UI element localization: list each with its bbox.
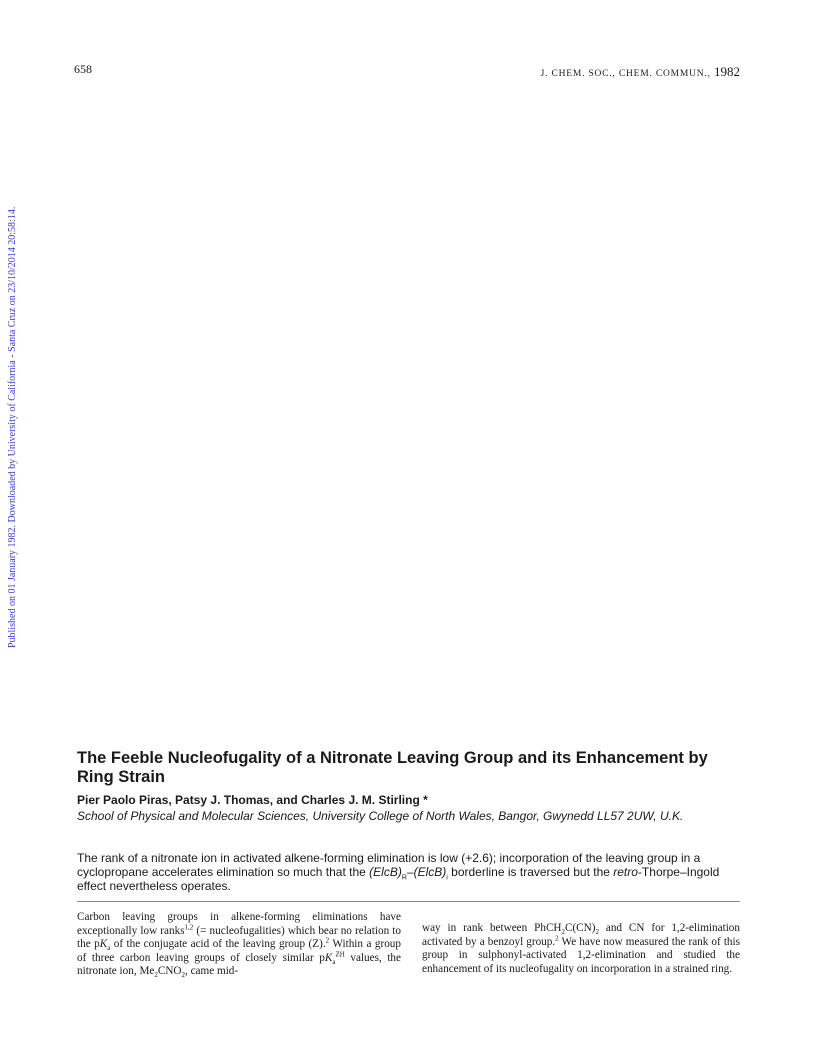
body-column-left: Carbon leaving groups in alkene-forming eliminations have exceptionally low ranks$^{1,2}$ (= nucleofugalities) which bear no relation to the $pK_a$ of the conjugate acid of the leaving group (Z).$^2$ Within a group of three carbon leaving groups of closely similar $pK_a^{ZH}$ values, the nitronate ion, $Me_2CNO_2$, came mid- — [77, 911, 401, 980]
journal-name: J. CHEM. SOC., CHEM. COMMUN., — [540, 69, 711, 79]
abstract-text-1: The rank of a nitronate ion in activated alkene-forming elimination is low (+2.6); incorporation of the leaving group in a cyclopropane accelerates elimination so much that the — [77, 851, 701, 879]
journal-year: 1982 — [714, 64, 740, 79]
abstract-text-2: borderline is traversed but the — [447, 865, 614, 879]
page-number: 658 — [74, 62, 92, 76]
subscript-r: R — [401, 874, 407, 882]
article-title: The Feeble Nucleofugality of a Nitronate Leaving Group and its Enhancement by Ring Strain — [77, 749, 708, 786]
elcb-r: (ElcB) — [369, 865, 402, 879]
dash: – — [406, 865, 414, 879]
subscript-i: i — [446, 874, 448, 882]
affiliation: School of Physical and Molecular Sciences, University College of North Wales, Bangor, Gwynedd LL57 2UW, U.K. — [77, 809, 684, 823]
citation-1-2[interactable]: 1,2 — [184, 922, 194, 931]
citation-2[interactable]: 2 — [325, 936, 330, 945]
running-head — [541, 64, 740, 80]
retro-italic: retro — [613, 865, 638, 879]
citation-2-right[interactable]: 2 — [555, 933, 559, 942]
section-divider — [77, 901, 740, 902]
body-column-right: way in rank between $PhCH_2C(CN)_2$ and CN for 1,2-elimination activated by a benzoyl group.$^2$ We have now measured the rank of this group in sulphonyl-activated 1,2-elimination and studied the enhancement of its nucleofugality on incorporation in a strained ring. — [422, 922, 740, 975]
abstract-text-3: -Thorpe–Ingold effect nevertheless operates. — [77, 865, 720, 893]
download-provenance-link[interactable]: Published on 01 January 1982. Downloaded by University of California - Santa Cruz on 23/10/2014 20:58:14. — [7, 206, 18, 648]
abstract — [77, 851, 737, 893]
elcb-i: (ElcB) — [413, 865, 447, 879]
author-list: Pier Paolo Piras, Patsy J. Thomas, and Charles J. M. Stirling * — [77, 793, 428, 807]
